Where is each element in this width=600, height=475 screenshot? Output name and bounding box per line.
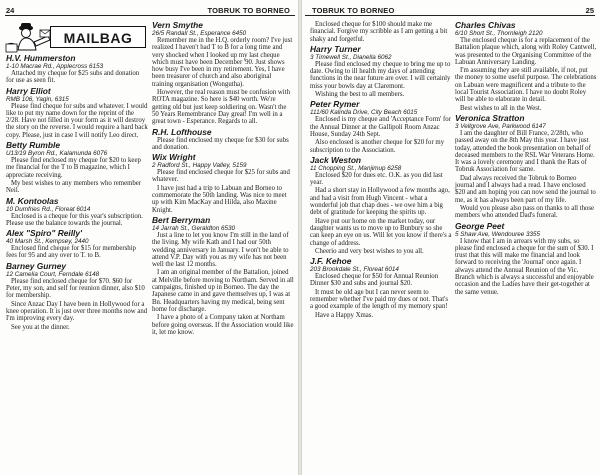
letter-paragraph: I have a photo of a Company taken at Northam before going overseas. If the Association would like it, let me know. [152, 314, 294, 336]
letter-paragraph: Please find enclosed my cheque for $30 for subs and donation. [152, 136, 289, 151]
letter-paragraph: Please find cheque for subs and whatever. I would like to put my name down for the reprint of the 2/28. Have not filled in your form as it will destroy the story on the reverse. I would require a hard back copy. Please, just in case I will notify Leo direct. [6, 102, 148, 139]
letter-paragraph: Have put our home on the market today, our daughter wants us to move up to Bunbury so she can keep an eye on us. Will let you know if there's a change of address. [310, 217, 452, 247]
letter-entry [455, 21, 597, 112]
letter-entry [6, 141, 148, 194]
letter-author: Bert Berryman [152, 214, 211, 225]
letter-address: U13/19 Byron Rd., Kalamunda 6076 [6, 150, 108, 158]
letter-paragraph: It must be old age but I can never seem to remember whether I've paid my dues or not. That's a good example of the length of my memory span! [310, 288, 449, 311]
page-number: 24 [6, 6, 15, 15]
letter-paragraph: Wishing the best to all members. [315, 91, 405, 99]
letter-paragraph: Dad always received the Tobruk to Borneo journal and I always had a read. I have enclosed $20 and am hoping you can now send the journal to me, as it has always been part of my life. [455, 174, 596, 204]
letter-paragraph: See you at the dinner. [11, 323, 70, 331]
letter-entry [310, 100, 452, 153]
letter-author: Veronica Stratton [455, 112, 525, 123]
letter-author: J.F. Kehoe [310, 256, 352, 267]
letter-paragraph: Enclosed $20 for dues etc. O.K. as you did last year. [310, 171, 443, 187]
letter-paragraph: Enclosed find cheque for $15 for membership fees for 95 and any over to T. to B. [6, 245, 136, 260]
letter-paragraph: Have a Happy Xmas. [315, 311, 374, 319]
letter-entry [152, 128, 294, 152]
letter-paragraph: I am the daughter of Bill France, 2/28th, who passed away on the 8th May this year. I have just today, attended the book presentation on behalf of deceased members to the RSL War Veterans Home. It was a lovely ceremony and I thank the Rats of Tobruk Association for same. [455, 129, 595, 174]
letter-author: Barney Gurney [6, 260, 67, 271]
left-column-1 [6, 52, 148, 332]
letter-entry [310, 45, 452, 98]
letter-paragraph: Please find enclosed my cheque to bring me up to date. Owing to ill health my days of attending functions in the near future are over. I will certainly miss your bowls day at Claremont. [310, 60, 451, 90]
letter-entry [6, 87, 148, 139]
letter-address: 40 Marsh St., Kempsey, 2440 [6, 238, 89, 246]
letter-paragraph: Cheerio and very best wishes to you all. [315, 247, 424, 255]
letter-address: 26/5 Randall St., Esperance 6450 [152, 30, 247, 37]
letter-address: 6/10 Short St., Thornleigh 2120 [455, 30, 543, 37]
letter-paragraph: Would you please also pass on thanks to all those members who attended Dad's funeral. [455, 204, 595, 220]
letter-address: RMB 106, Yagin, 6315 [6, 95, 69, 103]
letter-author: Vern Smythe [152, 20, 203, 30]
letter-author: Harry Turner [310, 43, 361, 54]
letter-entry [455, 114, 597, 220]
letter-author: Harry Elliot [6, 85, 51, 96]
letter-author: Jack Weston [310, 154, 362, 165]
letter-paragraph: I am an original member of the Battalion, joined at Melville before moving to Northam. Served in all campaigns, finished up in Borneo. The day the Japanese came in and gave themselves up, I was at Bn. Headquarters having my medical, being sent home for discharge. [152, 269, 294, 313]
right-column-2 [455, 19, 597, 297]
letter-paragraph: Just a line to let you know I'm still in the land of the living. My wife Kath and I had our 50th wedding anniversary in January. I won't be able to attend V.P. Day with you as my wife has not been well the last 12 months. [152, 231, 289, 269]
letter-paragraph: Enclosed cheque for $100 should make me financial. Forgive my scribble as I am getting a bit shaky and forgetful. [310, 21, 448, 43]
letter-entry [152, 153, 294, 214]
letter-paragraph: Please find enclosed my cheque for $20 to keep me financial for the T to B magazine, which I appreciate receiving. [6, 157, 141, 179]
mailbag-title: MAILBAG [50, 26, 146, 48]
right-column-1 [310, 19, 452, 320]
letter-paragraph: I know that I am in arrears with my subs, so please find enclosed a cheque for the sum of $30. I trust that this will make me financial and look forward to receiving the 'Journal' once again. I always attend the Annual Reunion of the Vic. Branch which is always a successful and enjoyable occasion and the Ladies have their get-together at the same venue. [455, 237, 594, 296]
letter-entry [310, 156, 452, 255]
letter-address: 5 Shaw Ave, Wendouree 3355 [455, 230, 540, 238]
letter-address: 111/60 Kalinda Drive, City Beach 6015 [310, 109, 418, 117]
letter-author: Wix Wright [152, 152, 196, 163]
letter-address: 1-10 Macrae Rd., Applecross 6153 [6, 63, 104, 70]
letter-author: R.H. Lofthouse [152, 126, 212, 137]
letter-address: 3 Timewell St., Dianella 6062 [310, 53, 392, 61]
letter-paragraph: I'm assuming they are still available, if not, put the money to some useful purpose. The celebrations on Labuan were magnificent and a tribute to the local Tourist Association. I have no doubt Roley will be able to elaborate in detail. [455, 67, 597, 104]
letter-paragraph: Best wishes to all in the West. [460, 104, 542, 112]
letter-paragraph: Please find enclosed cheque for $25 for subs and whatever. [152, 169, 290, 184]
mailbag-banner [4, 20, 148, 52]
header-rule [5, 15, 295, 16]
letter-paragraph: Since Anzac Day I have been in Hollywood for a knee operation. It is just over three months now and I'm improving every day. [6, 300, 148, 323]
letter-paragraph: Attached my cheque for $25 subs and donation for use as seen fit. [6, 70, 140, 85]
letter-entry [152, 216, 294, 336]
letter-entry [152, 21, 294, 126]
letter-author: Alex "Spiro" Reilly' [6, 228, 83, 239]
letter-entry [6, 229, 148, 260]
letter-address: 2 Radford St., Happy Valley, 5159 [152, 162, 247, 170]
letter-author: Betty Rumble [6, 140, 60, 151]
letter-paragraph: However, the real reason must be confusion with ROTA magazine. So here is $40 worth. We're getting old but just keep soldiering on. Wasn't the 50 Years Remembrance Day great! I'm well in a great town - Esperance. Regards to all. [152, 89, 290, 126]
letter-paragraph: Enclosed cheque for $50 for Annual Reunion Dinner $30 and subs and journal $20. [310, 273, 439, 288]
letter-address: 11 Chopping St., Manjimup 6258 [310, 164, 402, 172]
letter-address: 3 Vellgrove Ave, Parkwood 6147 [455, 122, 546, 130]
letter-address: 14 Jarrah St., Geraldton 6530 [152, 224, 235, 232]
letter-paragraph: Enclosed is my cheque and 'Acceptance Form' for the Annual Dinner at the Gallipoli Room Anzac House, Sunday 24th Sept. [310, 116, 451, 138]
letter-paragraph: Enclosed is a cheque for this year's subscription. Please use the balance towards the journal. [6, 212, 143, 227]
letter-entry [310, 21, 452, 43]
running-title: TOBRUK TO BORNEO [207, 6, 290, 15]
letter-author: M. Kontoolas [6, 195, 59, 206]
letter-paragraph: Please find enclosed cheque for $70. $60 for Peter, my son, and self for reunion dinner, also $10 for membership. [6, 277, 145, 300]
letter-paragraph: My best wishes to any members who remember Neil. [6, 179, 142, 195]
header-rule [305, 15, 595, 16]
letter-paragraph: Remember me in the H.Q. orderly room? I've just realized I haven't had T to B for a long time and very shocked when I looked up my last cheque which must have been December '90. Just shows how busy I've been in my retirement. Yes, I have been treasurer of church and also aboriginal training organisation (Wongutha). [152, 37, 293, 88]
letter-entry [6, 197, 148, 228]
letter-entry [6, 54, 148, 85]
letter-address: 10 Dumfries Rd., Floreat 6014 [6, 205, 91, 213]
right-page [300, 0, 600, 475]
letter-paragraph: I have just had a trip to Labuan and Borneo to commemorate the 50th landing. Was nice to meet up with Kim MacKay and Hilda, also Maxine Knight. [152, 184, 287, 214]
letter-address: 203 Brookdale St., Floreat 6014 [310, 266, 399, 274]
letter-author: George Peet [455, 220, 505, 231]
letter-author: Charles Chivas [455, 20, 516, 30]
letter-paragraph: Had a short stay in Hollywood a few months ago, and had a visit from Hugh Vincent - what a wonderful job that chap does - we owe him a big debt of gratitude for keeping the spirits up. [310, 187, 450, 217]
letter-paragraph: Also enclosed is another cheque for $20 for my subscription to the Association. [310, 139, 445, 154]
letter-entry [310, 257, 452, 319]
page-number: 25 [585, 6, 594, 15]
letter-paragraph: The enclosed cheque is for a replacement of the Battalion plaque which, along with Roley Cantwell, was presented to the Organising Committee of the Labuan Anniversary Landing. [455, 37, 597, 66]
letter-address: 12 Camelia Court, Ferndale 6148 [6, 270, 100, 278]
letter-entry [455, 222, 597, 296]
running-title: TOBRUK TO BORNEO [312, 6, 395, 15]
left-column-2 [152, 19, 294, 337]
letter-author: Peter Rymer [310, 99, 360, 110]
letter-author: H.V. Hummerston [6, 53, 76, 63]
letter-entry [6, 262, 148, 331]
